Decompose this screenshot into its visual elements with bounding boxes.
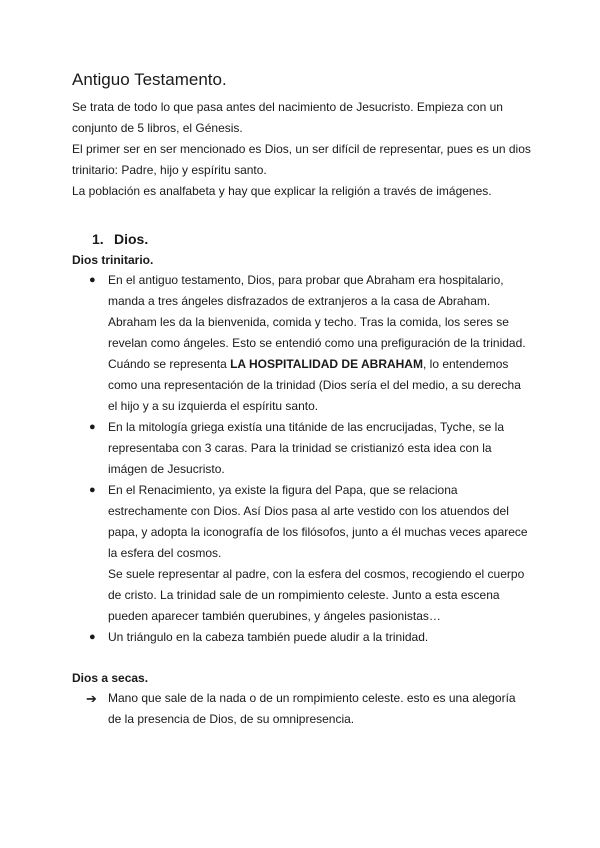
document-title: Antiguo Testamento.	[72, 70, 227, 89]
subsection-heading: Dios trinitario.	[72, 253, 154, 267]
intro-block	[72, 97, 532, 202]
list-item-text: En la mitología griega existía una titánide de las encrucijadas, Tyche, se la representaba con 3 caras. Para la trinidad se cristianizó esta idea con la imágen de Jesucristo.	[108, 420, 505, 476]
list-item-text: Cuándo se representa	[108, 357, 231, 371]
bullet-icon: ●	[89, 484, 96, 496]
section-number: 1.	[92, 231, 104, 247]
arrow-icon: ➔	[86, 691, 97, 706]
list-item	[72, 627, 532, 648]
list-item-text: Se suele representar al padre, con la esfera del cosmos, recogiendo el cuerpo de cristo. La trinidad sale de un rompimiento celeste. Junto a esta escena pueden aparecer también querubines, y ángeles pasionistas…	[108, 567, 525, 623]
intro-paragraph: La población es analfabeta y hay que explicar la religión a través de imágenes.	[72, 184, 492, 198]
emphasis-text: LA HOSPITALIDAD DE ABRAHAM	[230, 357, 423, 371]
list-item	[72, 688, 532, 730]
list-item-text: Mano que sale de la nada o de un rompimiento celeste. esto es una alegoría de la presencia de Dios, de su omnipresencia.	[108, 691, 516, 726]
intro-paragraph: El primer ser en ser mencionado es Dios, un ser difícil de representar, pues es un dios trinitario: Padre, hijo y espíritu santo.	[72, 142, 531, 177]
document-page	[72, 70, 532, 730]
list-item-text: Un triángulo en la cabeza también puede aludir a la trinidad.	[108, 630, 429, 644]
subsection-heading: Dios a secas.	[72, 671, 149, 685]
list-item	[72, 480, 532, 627]
arrow-list	[72, 688, 532, 730]
list-item-text: , lo entendemos como una representación de la trinidad (Dios sería el del medio, a su derecha el hijo y a su izquierda el espíritu santo.	[108, 357, 521, 413]
bullet-icon: ●	[89, 274, 96, 286]
list-item	[72, 270, 532, 417]
section-title: Dios.	[114, 231, 149, 247]
list-item-text: En el Renacimiento, ya existe la figura del Papa, que se relaciona estrechamente con Dios. Así Dios pasa al arte vestido con los atuendos del papa, y adopta la iconografía de los filósofos, junto a él muchas veces aparece la esfera del cosmos.	[108, 483, 528, 560]
section-heading	[92, 228, 532, 250]
list-item-text: En el antiguo testamento, Dios, para probar que Abraham era hospitalario, manda a tres ángeles disfrazados de extranjeros a la casa de Abraham. Abraham les da la bienvenida, comida y techo. Tras la comida, los seres se revelan como ángeles. Esto se entendió como una prefiguración de la trinidad.	[108, 273, 526, 350]
intro-paragraph: Se trata de todo lo que pasa antes del nacimiento de Jesucristo. Empieza con un conjunto de 5 libros, el Génesis.	[72, 100, 503, 135]
bullet-icon: ●	[89, 421, 96, 433]
bullet-icon: ●	[89, 631, 96, 643]
list-item	[72, 417, 532, 480]
bullet-list	[72, 270, 532, 648]
